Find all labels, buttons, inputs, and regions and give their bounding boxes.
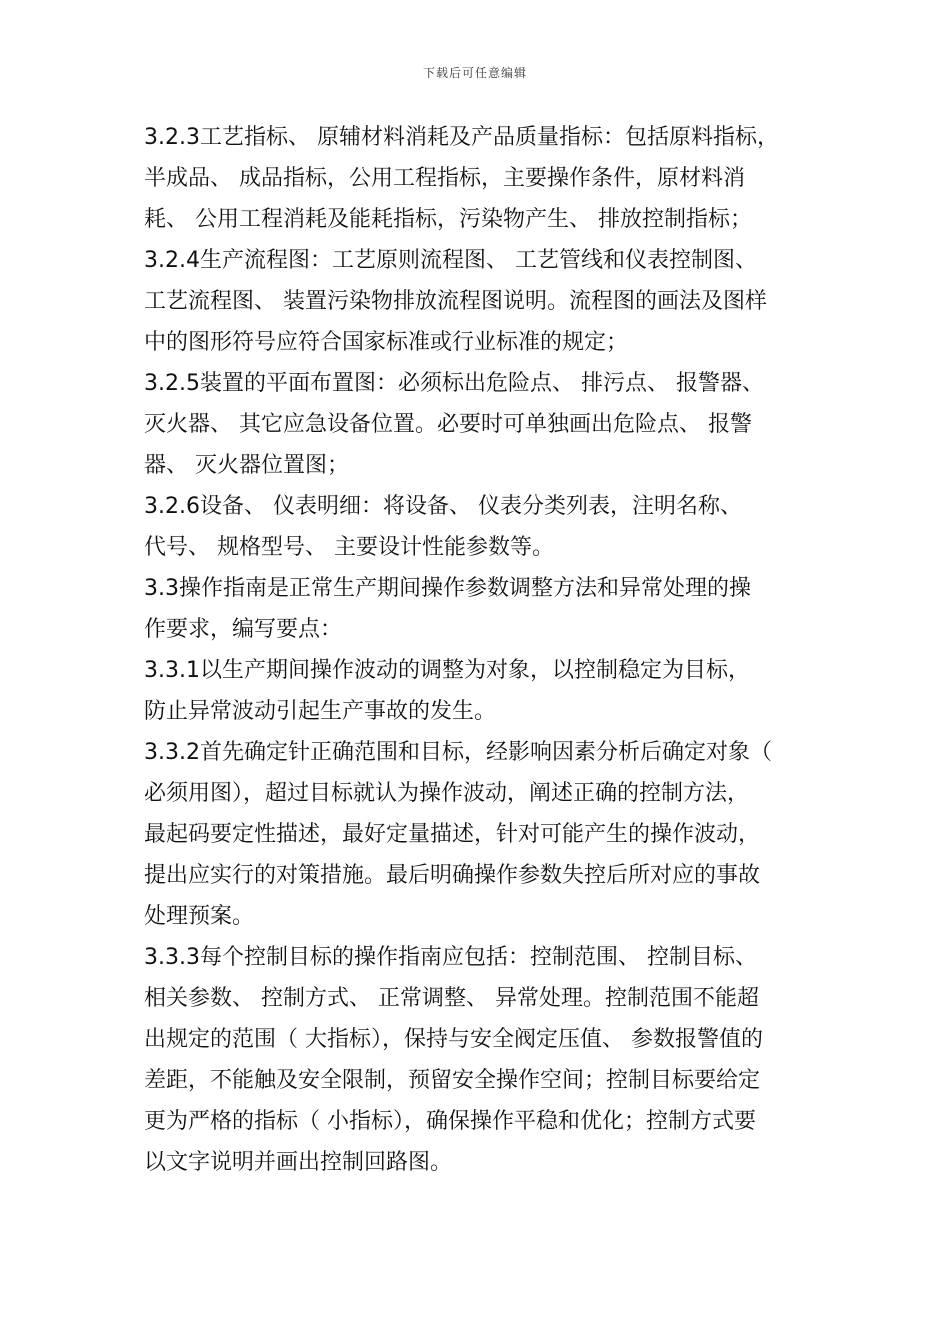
text-line: 耗、 公用工程消耗及能耗指标，污染物产生、 排放控制指标； <box>144 207 752 232</box>
text-line: 3.3.2首先确定针正确范围和目标，经影响因素分析后确定对象（ <box>144 740 772 765</box>
text-line: 灭火器、 其它应急设备位置。必要时可单独画出危险点、 报警 <box>144 412 752 437</box>
text-line: 更为严格的指标（ 小指标），确保操作平稳和优化；控制方式要 <box>144 1109 756 1134</box>
text-line: 3.3.3每个控制目标的操作指南应包括：控制范围、 控制目标、 <box>144 945 757 970</box>
text-line: 器、 灭火器位置图； <box>144 453 349 478</box>
text-line: 防止异常波动引起生产事故的发生。 <box>144 699 497 724</box>
text-line: 3.2.5装置的平面布置图：必须标出危险点、 排污点、 报警器、 <box>144 371 764 396</box>
text-line: 最起码要定性描述，最好定量描述，针对可能产生的操作波动， <box>144 822 761 847</box>
text-line: 中的图形符号应符合国家标准或行业标准的规定； <box>144 330 629 355</box>
text-line: 3.2.6设备、 仪表明细：将设备、 仪表分类列表，注明名称、 <box>144 494 742 519</box>
text-line: 必须用图），超过目标就认为操作波动，阐述正确的控制方法， <box>144 781 750 806</box>
text-line: 3.3.1以生产期间操作波动的调整为对象，以控制稳定为目标， <box>144 658 750 683</box>
text-line: 3.2.3工艺指标、 原辅材料消耗及产品质量指标：包括原料指标， <box>144 125 779 150</box>
text-line: 提出应实行的对策措施。最后明确操作参数失控后所对应的事故 <box>144 863 761 888</box>
text-line: 半成品、 成品指标，公用工程指标，主要操作条件，原材料消 <box>144 166 745 191</box>
text-line: 相关参数、 控制方式、 正常调整、 异常处理。控制范围不能超 <box>144 986 759 1011</box>
text-line: 工艺流程图、 装置污染物排放流程图说明。流程图的画法及图样 <box>144 289 767 314</box>
text-line: 出规定的范围（ 大指标），保持与安全阀定压值、 参数报警值的 <box>144 1027 763 1052</box>
text-line: 作要求，编写要点： <box>144 617 343 642</box>
text-line: 3.3操作指南是正常生产期间操作参数调整方法和异常处理的操 <box>144 576 751 601</box>
page-header: 下载后可任意编辑 <box>422 66 527 80</box>
text-line: 以文字说明并画出控制回路图。 <box>144 1150 453 1175</box>
text-line: 3.2.4生产流程图：工艺原则流程图、 工艺管线和仪表控制图、 <box>144 248 757 273</box>
text-line: 差距，不能触及安全限制，预留安全操作空间；控制目标要给定 <box>144 1068 761 1093</box>
text-line: 处理预案。 <box>144 904 255 929</box>
text-line: 代号、 规格型号、 主要设计性能参数等。 <box>144 535 554 560</box>
document-body <box>144 117 810 1183</box>
